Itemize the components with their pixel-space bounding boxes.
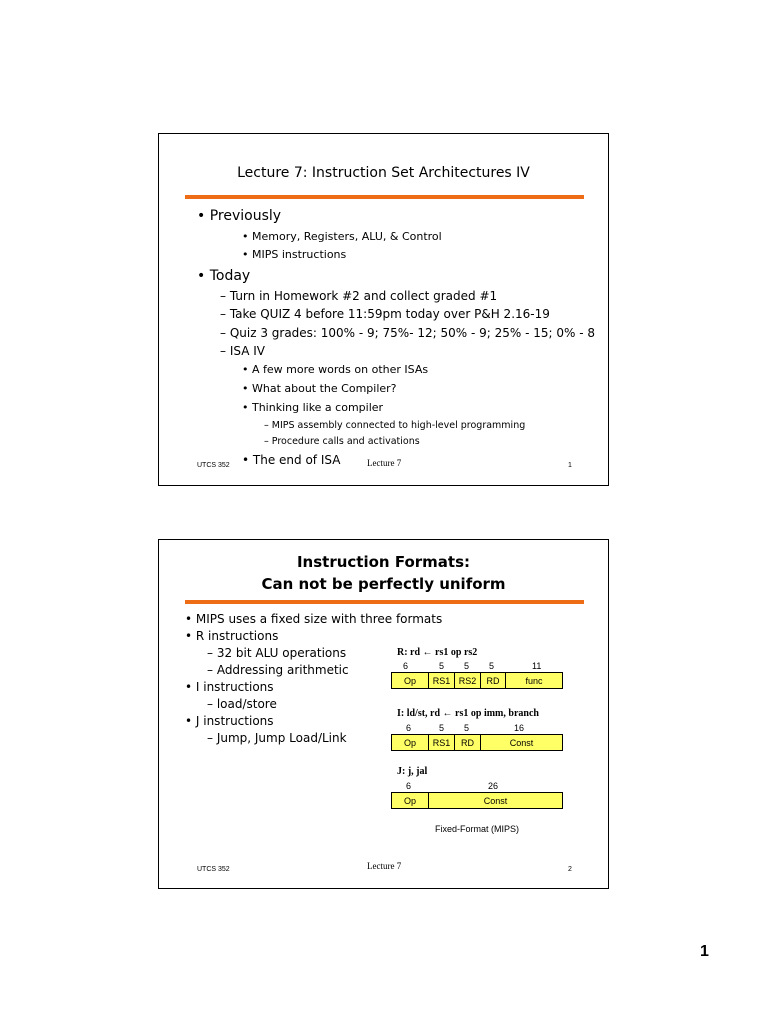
sub-bullet: • A few more words on other ISAs bbox=[242, 363, 429, 376]
field-rd: RD bbox=[481, 673, 506, 688]
sub-sub-item: – Procedure calls and activations bbox=[264, 436, 420, 447]
field-rs2: RS2 bbox=[455, 673, 481, 688]
field-rs1: RS1 bbox=[429, 735, 455, 750]
field-op: Op bbox=[392, 793, 429, 808]
dash-item: – Turn in Homework #2 and collect graded #1 bbox=[220, 289, 498, 303]
title-rule bbox=[185, 600, 584, 604]
sub-bullet: • What about the Compiler? bbox=[242, 382, 397, 395]
sub-bullet: • MIPS instructions bbox=[242, 248, 347, 261]
dash-item: – Take QUIZ 4 before 11:59pm today over P&H 2.16-19 bbox=[220, 307, 550, 321]
slide-2 bbox=[158, 539, 609, 889]
i-format-label: I: ld/st, rd ← rs1 op imm, branch bbox=[397, 708, 539, 719]
field-width: 6 bbox=[406, 781, 412, 791]
field-const: Const bbox=[483, 795, 508, 806]
footer-course: UTCS 352 bbox=[197, 462, 230, 469]
dash-item: – Addressing arithmetic bbox=[207, 663, 349, 677]
j-format-label: J: j, jal bbox=[397, 766, 428, 777]
title-rule bbox=[185, 195, 584, 199]
field-width: 11 bbox=[532, 661, 542, 671]
diagram-caption: Fixed-Format (MIPS) bbox=[435, 824, 520, 834]
footer-slide-number: 1 bbox=[568, 462, 572, 469]
field-width: 5 bbox=[489, 661, 495, 671]
field-width: 26 bbox=[488, 781, 499, 791]
field-width: 5 bbox=[464, 661, 470, 671]
field-width: 16 bbox=[514, 723, 525, 733]
bullet: • R instructions bbox=[185, 629, 279, 643]
r-format-label: R: rd ← rs1 op rs2 bbox=[397, 647, 478, 658]
bullet-previously: • Previously bbox=[197, 208, 282, 224]
r-format-diagram bbox=[391, 672, 563, 689]
slide-title-line1: Instruction Formats: bbox=[296, 553, 471, 571]
j-format-diagram bbox=[391, 792, 563, 809]
footer-lecture: Lecture 7 bbox=[367, 458, 402, 468]
field-width: 5 bbox=[439, 723, 445, 733]
dash-item: – load/store bbox=[207, 697, 277, 711]
i-format-widths bbox=[391, 723, 563, 734]
footer-lecture: Lecture 7 bbox=[367, 861, 402, 871]
slide-1 bbox=[158, 133, 609, 486]
page-number: 1 bbox=[700, 943, 709, 960]
r-format-widths bbox=[391, 661, 563, 672]
field-width: 6 bbox=[403, 661, 409, 671]
field-width: 5 bbox=[439, 661, 445, 671]
bullet-today: • Today bbox=[197, 268, 251, 284]
field-width: 6 bbox=[406, 723, 412, 733]
bullet: • MIPS uses a fixed size with three formats bbox=[185, 612, 443, 626]
dash-item: – 32 bit ALU operations bbox=[207, 646, 347, 660]
sub-bullet: • The end of ISA bbox=[242, 453, 341, 467]
sub-sub-item: – MIPS assembly connected to high-level programming bbox=[264, 420, 526, 431]
slide-title-line2: Can not be perfectly uniform bbox=[261, 575, 506, 593]
field-op: Op bbox=[392, 673, 429, 688]
slide-title: Lecture 7: Instruction Set Architectures IV bbox=[237, 165, 530, 181]
bullet: • I instructions bbox=[185, 680, 274, 694]
field-const: Const bbox=[509, 737, 534, 748]
field-width: 5 bbox=[464, 723, 470, 733]
sub-bullet: • Thinking like a compiler bbox=[242, 401, 384, 414]
field-rd: RD bbox=[455, 735, 481, 750]
field-rs1: RS1 bbox=[429, 673, 455, 688]
bullet: • J instructions bbox=[185, 714, 274, 728]
i-format-diagram bbox=[391, 734, 563, 751]
footer-slide-number: 2 bbox=[568, 866, 572, 873]
footer-course: UTCS 352 bbox=[197, 866, 230, 873]
j-format-widths bbox=[391, 781, 563, 792]
field-func: func bbox=[525, 675, 543, 686]
sub-bullet: • Memory, Registers, ALU, & Control bbox=[242, 230, 442, 243]
field-op: Op bbox=[392, 735, 429, 750]
dash-item: – Quiz 3 grades: 100% - 9; 75%- 12; 50% - 9; 25% - 15; 0% - 8 bbox=[220, 326, 595, 340]
dash-item: – ISA IV bbox=[220, 344, 265, 358]
dash-item: – Jump, Jump Load/Link bbox=[207, 731, 347, 745]
